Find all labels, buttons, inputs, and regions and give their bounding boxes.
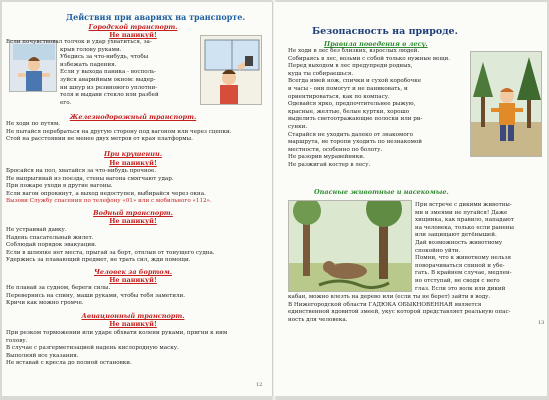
text-line: Не разжигай костер в лесу. xyxy=(288,161,371,168)
heading-man-overboard: Человек за бортом. xyxy=(93,268,173,276)
text-line: Если вагон опрокинут, а выход недоступен, выбирайся через окна. xyxy=(6,190,206,197)
bus-passenger-illustration xyxy=(9,40,57,92)
text-line: Не ходи по путям. xyxy=(6,121,61,127)
page-title-nature: Безопасность на природе. xyxy=(312,26,458,37)
text-line: красные, желтые, белые куртки, хорошо xyxy=(288,108,410,115)
animals-text-full xyxy=(288,294,510,324)
heading-air-transport: Авиационный транспорт. xyxy=(81,312,185,320)
crash-text xyxy=(6,168,212,206)
text-line: Собираясь в лес, возьми с собой только нужные вещи. xyxy=(288,55,451,62)
subheading-air-dont-panic: Не паникуй! xyxy=(109,320,157,328)
text-line: В Нижегородской области ГАДЮКА ОБЫКНОВЕННАЯ является xyxy=(288,301,482,308)
text-line: Выполняй все указания. xyxy=(6,352,79,359)
text-line: ориентироваться, как по компасу. xyxy=(288,93,390,100)
text-line: но отступай, не сводя с него xyxy=(415,277,500,284)
text-line: Не устраивай давку. xyxy=(6,227,67,233)
text-line: Одевайся ярко, предпочтительнее рыжую, xyxy=(288,101,416,108)
window-escape-illustration xyxy=(200,35,262,105)
subheading-city-dont-panic: Не паникуй! xyxy=(109,31,157,39)
text-line: избежать падения. xyxy=(60,61,117,68)
text-line: голову. xyxy=(6,337,28,344)
text-line: Если в шлюпке нет места, прыгай за борт, отплыв от тонущего судна. xyxy=(6,249,215,256)
text-line: кабан, можно влезть на дерево или (если ты не берет) зайти в воду. xyxy=(288,294,491,300)
text-line: и часы - они помогут и не паниковать, и xyxy=(288,85,408,92)
emergency-call-line: Вызови Службу спасения по телефону «01» или с мобильного «112». xyxy=(6,198,212,205)
heading-dangerous-animals: Опасные животные и насекомые. xyxy=(314,188,449,196)
text-line: Помни, что к животному нельзя xyxy=(415,255,512,262)
text-line: Если почувствовал толчок и удар ухватиться, за- xyxy=(6,39,152,45)
right-page xyxy=(274,2,547,396)
text-line: Дай возможность животному xyxy=(415,239,503,246)
text-line: Не выпрыгивай из поезда, стены вагона смягчают удар. xyxy=(6,175,174,182)
left-page xyxy=(2,2,273,396)
subheading-crash-dont-panic: Не паникуй! xyxy=(109,159,157,167)
text-line: Не ходи в лес без близких, взрослых людей. xyxy=(288,48,420,54)
text-line: При встрече с дикими животны- xyxy=(415,202,512,208)
text-line: зуйся аварийным окном: выдер- xyxy=(60,76,156,83)
text-line: его. xyxy=(60,99,72,106)
heading-city-transport: Городской транспорт. xyxy=(88,23,178,31)
text-line: Кричи как можно громче. xyxy=(6,300,84,307)
subtitle-forest-rules: Правила поведения в лесу. xyxy=(324,40,428,48)
text-line: гать. В крайнем случае, медлен- xyxy=(415,270,512,277)
text-line: Надень спасательный жилет. xyxy=(6,234,94,241)
text-line: Перевернись на спину, маши руками, чтобы тебя заметили. xyxy=(6,292,186,299)
text-line: теля и выдави стекло или разбей xyxy=(60,92,159,99)
text-line: При пожаре уходи в другие вагоны. xyxy=(6,183,113,190)
heading-crash: При крушении. xyxy=(104,150,162,158)
subheading-overboard-dont-panic: Не паникуй! xyxy=(109,276,157,284)
text-line: единственной ядовитой змеей, укус которой представляет реальную опас- xyxy=(288,309,511,316)
animals-text-side xyxy=(415,202,514,293)
forest-child-illustration xyxy=(470,51,542,157)
text-line: В случае с разгерметизацией надень кислородную маску. xyxy=(6,345,179,352)
text-line: При резком торможении или ударе обхвати колени руками, пригни к ним xyxy=(6,330,228,336)
text-line: ми и змеями не пугайся! Даже xyxy=(415,209,508,216)
text-line: Убедись за что-нибудь, чтобы xyxy=(60,54,149,61)
water-transport-text xyxy=(6,227,215,265)
page-number-left: 12 xyxy=(256,382,263,388)
text-line: Старайся не уходить далеко от знакомого xyxy=(288,131,414,138)
page-number-right: 13 xyxy=(538,320,545,326)
text-line: ни шнур из резинового уплотни- xyxy=(60,84,158,91)
text-line: Не пытайся перебраться на другую сторону под вагоном или через сцепки. xyxy=(6,128,232,135)
text-line: Если у выхода паника - восполь- xyxy=(60,69,157,76)
text-line: Удержись за плавающий предмет, не трать сил, жди помощи. xyxy=(6,257,191,264)
overboard-text xyxy=(6,285,185,308)
text-line: Бросайся на пол, хватайся за что-нибудь прочное. xyxy=(6,168,157,174)
text-line: куда ты собираешься. xyxy=(288,70,354,77)
text-line: сунки. xyxy=(288,123,308,130)
text-line: спокойно уйти. xyxy=(415,247,461,254)
text-line: выделить светоотражающие полоски или ри- xyxy=(288,116,423,123)
text-line: на человека, только если ранены xyxy=(415,224,514,231)
forest-animals-illustration xyxy=(288,200,412,292)
heading-rail-transport: Железнодорожный транспорт. xyxy=(69,113,197,121)
text-line: Не разорив муравейники. xyxy=(288,154,365,161)
heading-water-transport: Водный транспорт. xyxy=(93,209,173,217)
air-transport-text xyxy=(6,330,227,368)
text-line: Не вставай с кресла до полной остановки. xyxy=(6,360,132,367)
subheading-water-dont-panic: Не паникуй! xyxy=(109,217,157,225)
rail-transport-text xyxy=(6,121,232,144)
text-line: ность для человека. xyxy=(288,316,348,323)
text-line: хищника, как правило, нападают xyxy=(415,217,514,224)
text-line: Перед выходом в лес предупреди родных, xyxy=(288,63,413,70)
city-transport-text xyxy=(6,39,159,107)
text-line: крыв голову руками. xyxy=(60,46,122,53)
text-line: глаз. Если это волк или дикий xyxy=(415,285,506,292)
text-line: или защищают детёнышей. xyxy=(415,232,497,239)
text-line: маршрута, не торопи уходить по незнакомой xyxy=(288,139,423,146)
text-line: поворачиваться спиной и убе- xyxy=(415,262,505,269)
text-line: Соблюдай порядок эвакуации. xyxy=(6,242,97,249)
page-title-transport: Действия при авариях на транспорте. xyxy=(66,12,246,22)
text-line: Стой на расстоянии не менее двух метров от края платформы. xyxy=(6,136,193,143)
text-line: местности, особенно по болоту. xyxy=(288,146,383,153)
forest-rules-text xyxy=(288,48,450,170)
text-line: Всегда имей нож, спички и сухой коробочке xyxy=(288,78,422,85)
text-line: Не плавай за судном, береги силы. xyxy=(6,285,111,291)
